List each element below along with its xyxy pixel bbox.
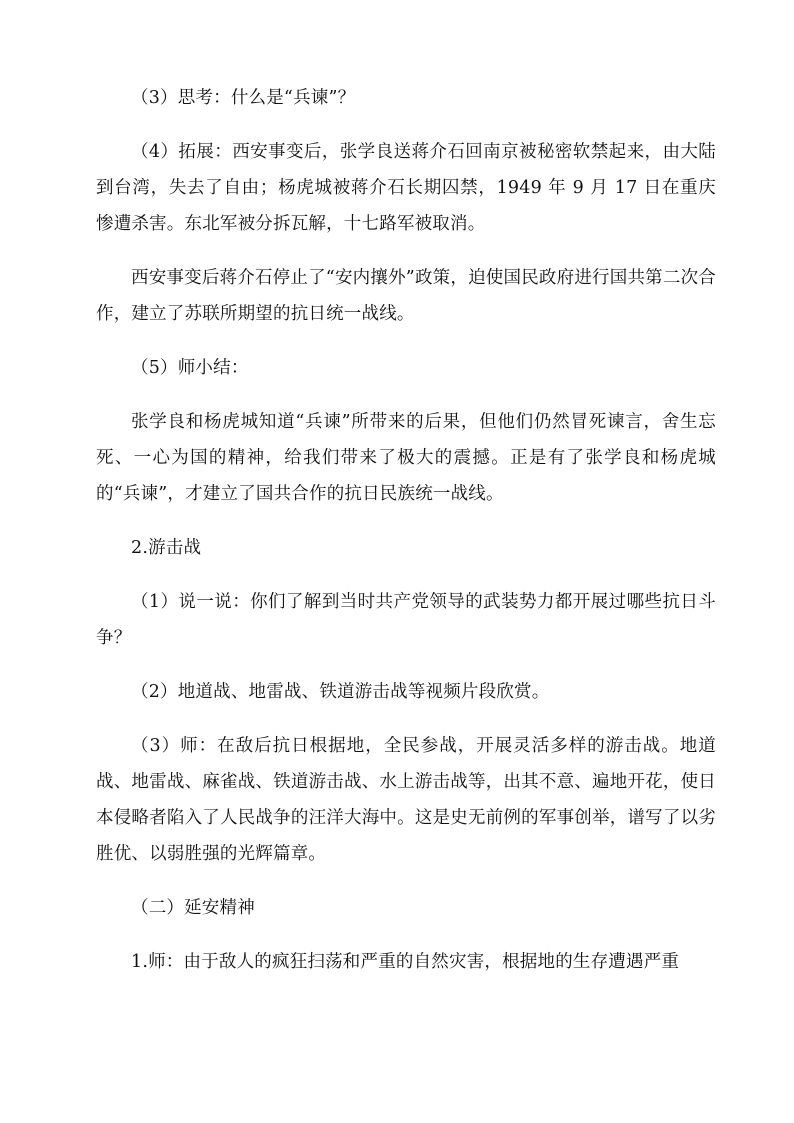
paragraph-extension: （4）拓展：西安事变后，张学良送蒋介石回南京被秘密软禁起来，由大陆到台湾，失去了自由；杨虎城被蒋介石长期囚禁，1949 年 9 月 17 日在重庆惨遭杀害。东北军被分拆瓦解，十七路军被取消。	[96, 142, 716, 234]
document-body	[96, 80, 716, 980]
paragraph-video-clips: （2）地道战、地雷战、铁道游击战等视频片段欣赏。	[131, 682, 550, 702]
paragraph-xian-incident: 西安事变后蒋介石停止了“安内攘外”政策，迫使国民政府进行国共第二次合作，建立了苏联所期望的抗日统一战线。	[96, 268, 716, 324]
section-heading-guerrilla-war: 2.游击战	[131, 538, 202, 558]
paragraph-teacher-guerrilla: （3）师：在敌后抗日根据地，全民参战，开展灵活多样的游击战。地道战、地雷战、麻雀战、铁道游击战、水上游击战等，出其不意、遍地开花，使日本侵略者陷入了人民战争的汪洋大海中。这是史无前例的军事创举，谱写了以劣胜优、以弱胜强的光辉篇章。	[96, 736, 716, 864]
paragraph-teacher-summary: 张学良和杨虎城知道“兵谏”所带来的后果，但他们仍然冒死谏言，舍生忘死、一心为国的精神，给我们带来了极大的震撼。正是有了张学良和杨虎城的“兵谏”，才建立了国共合作的抗日民族统一战线。	[96, 412, 716, 504]
paragraph-think-question: （3）思考：什么是“兵谏”？	[131, 88, 356, 108]
paragraph-teacher-yanan: 1.师：由于敌人的疯狂扫荡和严重的自然灾害，根据地的生存遭遇严重	[131, 952, 680, 972]
section-heading-yanan-spirit: （二）延安精神	[131, 898, 255, 918]
paragraph-teacher-summary-heading: （5）师小结：	[131, 358, 249, 378]
paragraph-discussion: （1）说一说：你们了解到当时共产党领导的武装势力都开展过哪些抗日斗争？	[96, 592, 716, 648]
